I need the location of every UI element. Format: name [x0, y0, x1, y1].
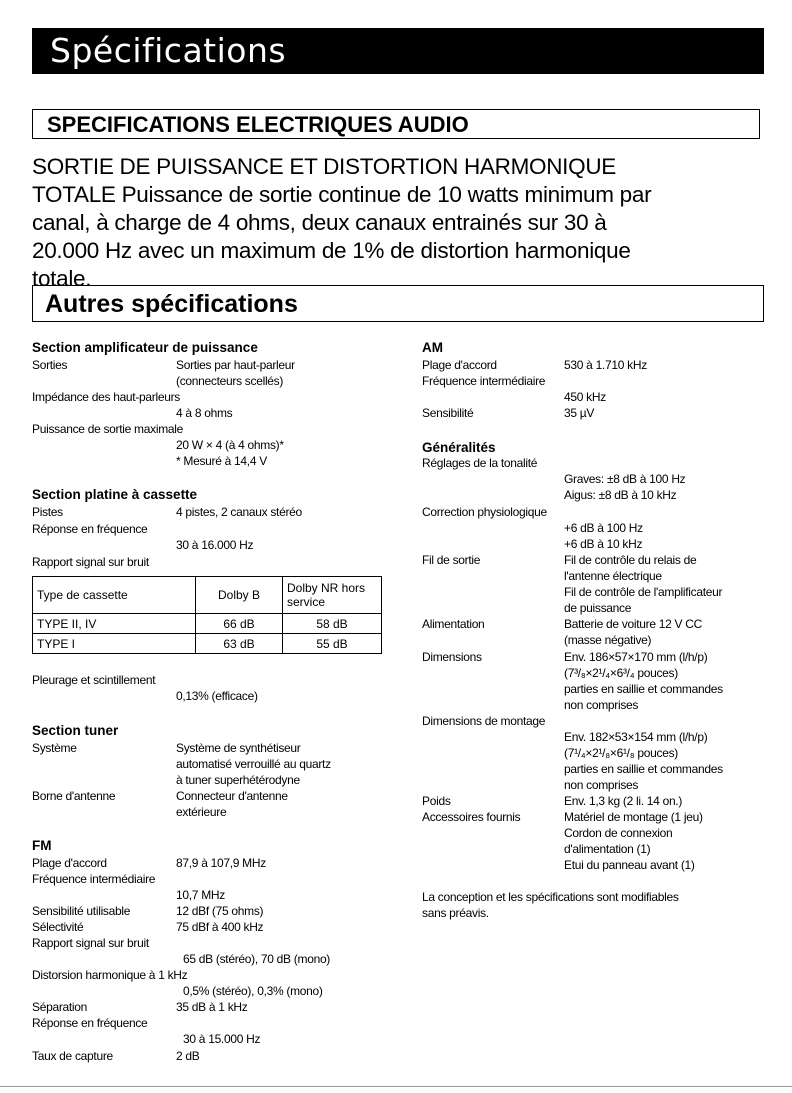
spec-label: Correction physiologique: [422, 505, 547, 519]
spec-value: 0,5% (stéréo), 0,3% (mono): [183, 984, 323, 998]
table-header-cell: Type de cassette: [33, 577, 196, 614]
spec-label: Réponse en fréquence: [32, 522, 148, 536]
spec-value: Etui du panneau avant (1): [564, 858, 695, 872]
spec-value: (7¹/₄×2¹/₈×6¹/₈ pouces): [564, 746, 678, 760]
spec-value: 0,13% (efficace): [176, 689, 258, 703]
spec-label: Distorsion harmonique à 1 kHz: [32, 968, 188, 982]
spec-value: à tuner superhétérodyne: [176, 773, 300, 787]
table-cell: 66 dB: [196, 614, 283, 634]
spec-value: Matériel de montage (1 jeu): [564, 810, 703, 824]
table-cell: 63 dB: [196, 634, 283, 654]
table-row: [33, 634, 382, 654]
spec-value: 20 W × 4 (à 4 ohms)*: [176, 438, 284, 452]
spec-value: Sorties par haut-parleur: [176, 358, 295, 372]
spec-value: Env. 182×53×154 mm (l/h/p): [564, 730, 708, 744]
spec-value: 35 µV: [564, 406, 595, 420]
spec-value: Fil de contrôle du relais de: [564, 553, 697, 567]
spec-value: * Mesuré à 14,4 V: [176, 454, 267, 468]
spec-value: 2 dB: [176, 1049, 200, 1063]
cassette-heading: Section platine à cassette: [32, 487, 198, 502]
section-header-audio: SPECIFICATIONS ELECTRIQUES AUDIO: [32, 109, 760, 139]
spec-value: Env. 1,3 kg (2 li. 14 on.): [564, 794, 683, 808]
spec-value: parties en saillie et commandes: [564, 762, 723, 776]
spec-value: Cordon de connexion: [564, 826, 673, 840]
spec-label: Puissance de sortie maximale: [32, 422, 184, 436]
spec-label: Taux de capture: [32, 1049, 113, 1063]
spec-label: Rapport signal sur bruit: [32, 936, 149, 950]
table-header-cell: Dolby B: [196, 577, 283, 614]
spec-label: Impédance des haut-parleurs: [32, 390, 180, 404]
spec-value: 30 à 16.000 Hz: [176, 538, 254, 552]
spec-value: +6 dB à 10 kHz: [564, 537, 643, 551]
spec-label: Plage d'accord: [422, 358, 497, 372]
table-row: [33, 614, 382, 634]
spec-label: Sorties: [32, 358, 68, 372]
spec-value: (masse négative): [564, 633, 652, 647]
spec-value: automatisé verrouillé au quartz: [176, 757, 331, 771]
spec-label: Alimentation: [422, 617, 485, 631]
section-header-other: Autres spécifications: [32, 285, 764, 322]
intro-line: 20.000 Hz avec un maximum de 1% de distortion harmonique: [32, 238, 631, 263]
spec-label: Fil de sortie: [422, 553, 481, 567]
intro-line: SORTIE DE PUISSANCE ET DISTORTION HARMONIQUE: [32, 154, 616, 179]
spec-value: (7³/₈×2¹/₄×6³/₄ pouces): [564, 666, 678, 680]
spec-value: 30 à 15.000 Hz: [183, 1032, 261, 1046]
spec-value: de puissance: [564, 601, 632, 615]
spec-label: Pleurage et scintillement: [32, 673, 156, 687]
spec-value: d'alimentation (1): [564, 842, 651, 856]
spec-value: Aigus: ±8 dB à 10 kHz: [564, 488, 677, 502]
spec-label: Sélectivité: [32, 920, 84, 934]
spec-label: Dimensions: [422, 650, 482, 664]
spec-label: Dimensions de montage: [422, 714, 546, 728]
spec-value: 87,9 à 107,9 MHz: [176, 856, 266, 870]
intro-line: canal, à charge de 4 ohms, deux canaux entrainés sur 30 à: [32, 210, 607, 235]
spec-label: Pistes: [32, 505, 63, 519]
spec-value: Graves: ±8 dB à 100 Hz: [564, 472, 686, 486]
intro-paragraph: [32, 153, 760, 293]
spec-value: Système de synthétiseur: [176, 741, 301, 755]
spec-value: 65 dB (stéréo), 70 dB (mono): [183, 952, 331, 966]
cassette-snr-table: [32, 576, 382, 654]
spec-label: Séparation: [32, 1000, 88, 1014]
spec-value: 450 kHz: [564, 390, 606, 404]
spec-label: Plage d'accord: [32, 856, 107, 870]
spec-label: Fréquence intermédiaire: [32, 872, 156, 886]
spec-label: Système: [32, 741, 77, 755]
table-header-cell: Dolby NR hors service: [283, 577, 382, 614]
table-cell: TYPE I: [33, 634, 196, 654]
spec-value: 4 à 8 ohms: [176, 406, 233, 420]
footnote: La conception et les spécifications sont modifiables: [422, 890, 679, 904]
spec-label: Réglages de la tonalité: [422, 456, 538, 470]
footnote: sans préavis.: [422, 906, 489, 920]
page-bottom-rule: [0, 1086, 792, 1087]
spec-value: Connecteur d'antenne: [176, 789, 288, 803]
fm-heading: FM: [32, 838, 52, 853]
spec-value: Fil de contrôle de l'amplificateur: [564, 585, 723, 599]
spec-value: Batterie de voiture 12 V CC: [564, 617, 702, 631]
spec-value: parties en saillie et commandes: [564, 682, 723, 696]
spec-label: Borne d'antenne: [32, 789, 116, 803]
spec-label: Réponse en fréquence: [32, 1016, 148, 1030]
intro-line: totale.: [32, 266, 92, 291]
general-heading: Généralités: [422, 440, 496, 455]
spec-label: Fréquence intermédiaire: [422, 374, 546, 388]
spec-value: extérieure: [176, 805, 227, 819]
spec-value: l'antenne électrique: [564, 569, 662, 583]
table-cell: 58 dB: [283, 614, 382, 634]
spec-label: Sensibilité: [422, 406, 474, 420]
amp-heading: Section amplificateur de puissance: [32, 340, 258, 355]
spec-value: (connecteurs scellés): [176, 374, 284, 388]
spec-value: +6 dB à 100 Hz: [564, 521, 643, 535]
table-cell: TYPE II, IV: [33, 614, 196, 634]
spec-value: Env. 186×57×170 mm (l/h/p): [564, 650, 708, 664]
intro-line: TOTALE Puissance de sortie continue de 10 watts minimum par: [32, 182, 652, 207]
spec-value: non comprises: [564, 778, 639, 792]
page-title: Spécifications: [50, 31, 287, 70]
spec-value: 530 à 1.710 kHz: [564, 358, 647, 372]
table-header-row: [33, 577, 382, 614]
table-cell: 55 dB: [283, 634, 382, 654]
am-heading: AM: [422, 340, 443, 355]
spec-label: Poids: [422, 794, 451, 808]
spec-label: Rapport signal sur bruit: [32, 555, 149, 569]
spec-value: 35 dB à 1 kHz: [176, 1000, 248, 1014]
spec-label: Sensibilité utilisable: [32, 904, 131, 918]
tuner-heading: Section tuner: [32, 723, 119, 738]
spec-value: 75 dBf à 400 kHz: [176, 920, 264, 934]
spec-label: Accessoires fournis: [422, 810, 521, 824]
spec-value: 12 dBf (75 ohms): [176, 904, 264, 918]
spec-value: non comprises: [564, 698, 639, 712]
spec-value: 10,7 MHz: [176, 888, 225, 902]
spec-value: 4 pistes, 2 canaux stéréo: [176, 505, 302, 519]
